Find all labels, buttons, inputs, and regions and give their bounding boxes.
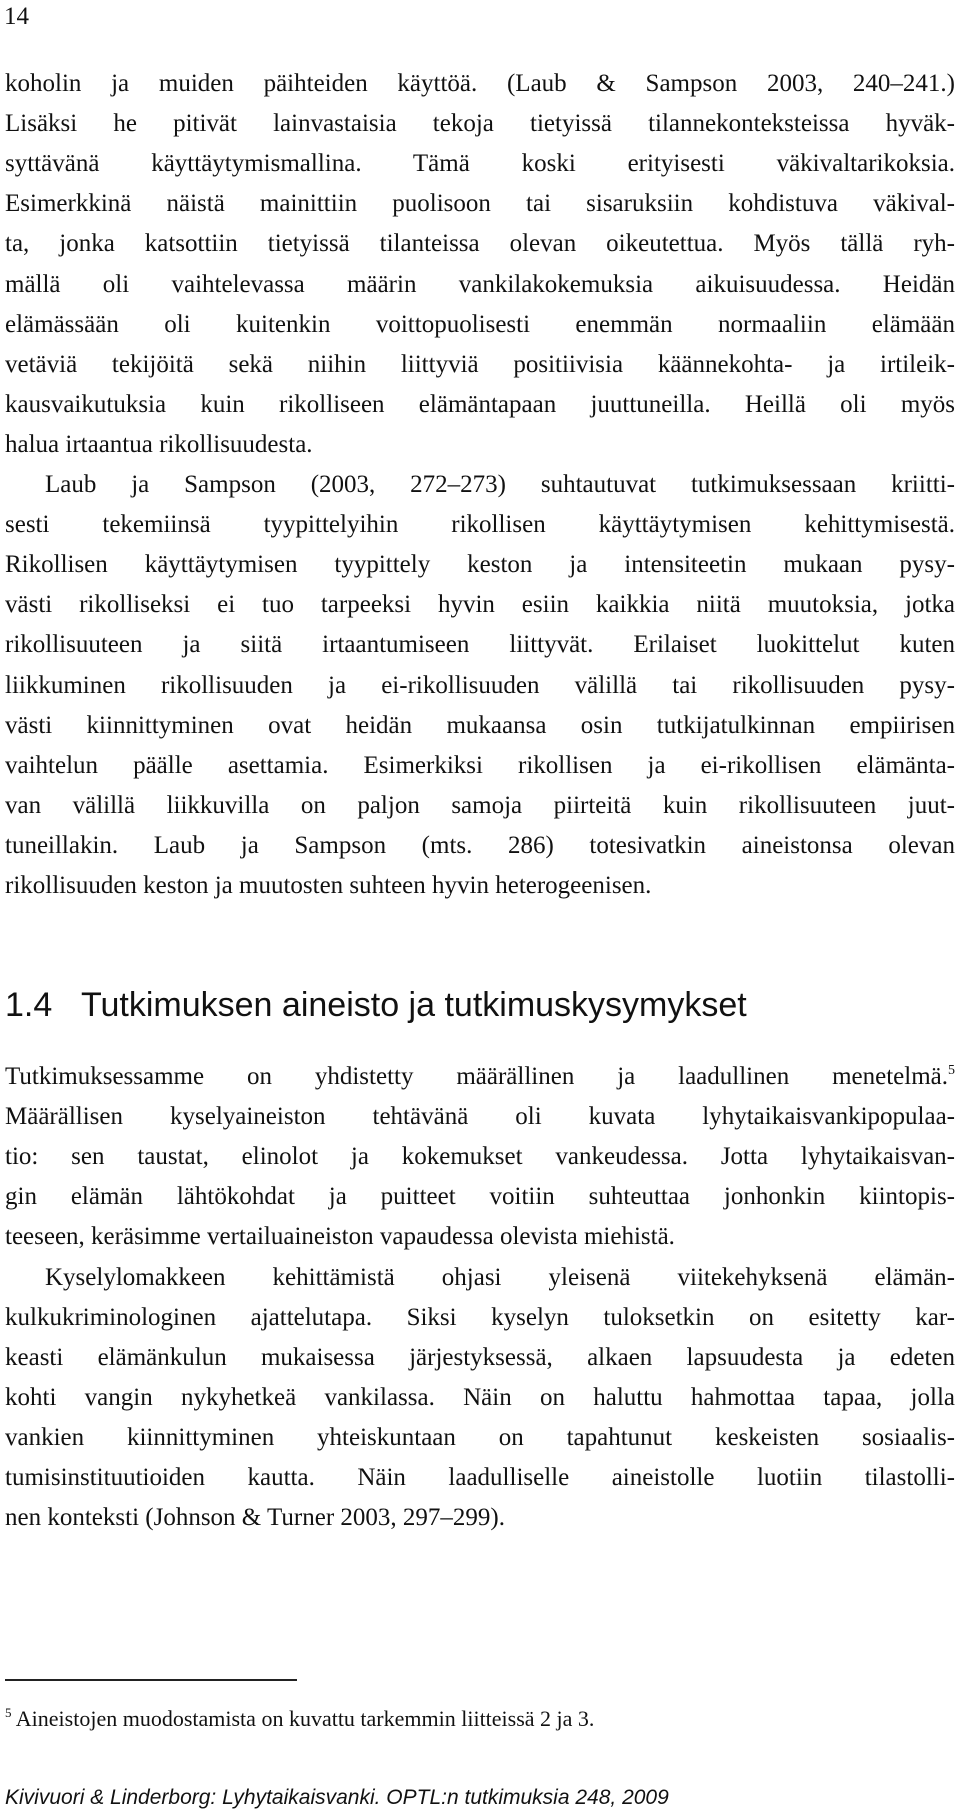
text-line-content: liikkuminen rikollisuuden ja ei-rikollisuuden välillä tai rikollisuuden pysy-	[5, 671, 955, 699]
text-line	[5, 871, 955, 901]
text-line-content: sesti tekemiinsä tyypittelyihin rikollisen käyttäytymisen kehittymisestä.	[5, 511, 955, 539]
text-line	[5, 1343, 955, 1373]
text-line-content: vankien kiinnittyminen yhteiskuntaan on tapahtunut keskeisten sosiaalis-	[5, 1423, 955, 1451]
text-line	[5, 1383, 955, 1413]
text-line	[5, 751, 955, 781]
text-line-content: tio: sen taustat, elinolot ja kokemukset vankeudessa. Jotta lyhytaikaisvan-	[5, 1143, 955, 1171]
text-line	[5, 791, 955, 821]
text-line-content: kausvaikutuksia kuin rikolliseen elämäntapaan juuttuneilla. Heillä oli myös	[5, 390, 955, 418]
text-line	[5, 109, 955, 139]
footnote-divider	[5, 1679, 297, 1681]
text-line-content: västi rikolliseksi ei tuo tarpeeksi hyvin esiin kaikkia niitä muutoksia, jotka	[5, 591, 955, 619]
text-line	[5, 149, 955, 179]
text-line-content: Esimerkkinä näistä mainittiin puolisoon tai sisaruksiin kohdistuva väkival-	[5, 190, 955, 218]
text-line	[5, 430, 955, 460]
text-line-content: teeseen, keräsimme vertailuaineiston vapaudessa olevista miehistä.	[5, 1223, 675, 1251]
text-line-content: rikollisuuden keston ja muutosten suhteen hyvin heterogeenisen.	[5, 872, 652, 899]
footnote-reference: 5	[948, 1063, 955, 1078]
text-line	[5, 590, 955, 620]
text-line	[45, 1263, 955, 1293]
text-line	[5, 630, 955, 660]
text-line-content: halua irtaantua rikollisuudesta.	[5, 430, 313, 458]
text-line	[5, 189, 955, 219]
text-line	[5, 1463, 955, 1493]
text-line-content: nen konteksti (Johnson & Turner 2003, 297–299).	[5, 1504, 505, 1532]
text-line-content: tumisinstituutioiden kautta. Näin laadulliselle aineistolle luotiin tilastolli-	[5, 1464, 955, 1491]
text-line	[5, 69, 955, 99]
text-line	[5, 229, 955, 259]
footnote	[5, 1704, 594, 1734]
text-line-content: Määrällisen kyselyaineiston tehtävänä oli kuvata lyhytaikaisvankipopulaa-	[5, 1103, 955, 1131]
text-line	[5, 270, 955, 300]
page-number: 14	[4, 3, 29, 30]
text-line-content: tuneillakin. Laub ja Sampson (mts. 286) totesivatkin aineistonsa olevan	[5, 831, 955, 859]
text-line-content: kulkukriminologinen ajattelutapa. Siksi kyselyn tuloksetkin on esitetty kar-	[5, 1303, 955, 1331]
text-line	[5, 510, 955, 540]
text-line	[5, 1503, 955, 1533]
text-line	[5, 550, 955, 580]
footnote-text: Aineistojen muodostamista on kuvattu tarkemmin liitteissä 2 ja 3.	[15, 1706, 595, 1731]
text-line	[45, 470, 955, 500]
text-line-content: Lisäksi he pitivät lainvastaisia tekoja tietyissä tilannekonteksteissa hyväk-	[5, 110, 955, 138]
text-line-content: Laub ja Sampson (2003, 272–273) suhtautuvat tutkimuksessaan kriitti-	[45, 471, 955, 498]
text-line	[5, 831, 955, 861]
text-line	[5, 310, 955, 340]
text-line-content: Tutkimuksessamme on yhdistetty määrällinen ja laadullinen menetelmä.	[5, 1063, 948, 1090]
text-line	[5, 671, 955, 701]
text-line-content: keasti elämänkulun mukaisessa järjestyksessä, alkaen lapsuudesta ja edeten	[5, 1343, 955, 1371]
text-line	[5, 350, 955, 380]
text-line	[5, 390, 955, 420]
text-line-content: ta, jonka katsottiin tietyissä tilanteissa olevan oikeutettua. Myös tällä ryh-	[5, 230, 955, 258]
text-line	[5, 1102, 955, 1132]
text-line	[5, 1222, 955, 1252]
text-line-content: kohti vangin nykyhetkeä vankilassa. Näin on haluttu hahmottaa tapaa, jolla	[5, 1383, 955, 1411]
text-line	[5, 1182, 955, 1212]
text-line	[5, 711, 955, 741]
text-line-content: syttävänä käyttäytymismallina. Tämä koski erityisesti väkivaltarikoksia.	[5, 150, 955, 178]
text-line	[5, 1062, 955, 1092]
text-line-content: vaihtelun päälle asettamia. Esimerkiksi rikollisen ja ei-rikollisen elämänta-	[5, 751, 955, 779]
text-line-content: elämässään oli kuitenkin voittopuolisesti enemmän normaaliin elämään	[5, 310, 955, 338]
text-line-content: Rikollisen käyttäytymisen tyypittely keston ja intensiteetin mukaan pysy-	[5, 551, 955, 579]
text-line-content: mällä oli vaihtelevassa määrin vankilakokemuksia aikuisuudessa. Heidän	[5, 270, 955, 298]
text-line-content: van välillä liikkuvilla on paljon samoja piirteitä kuin rikollisuuteen juut-	[5, 791, 955, 819]
footnote-mark: 5	[5, 1705, 12, 1720]
text-line-content: Kyselylomakkeen kehittämistä ohjasi yleisenä viitekehyksenä elämän-	[45, 1263, 955, 1291]
section-heading	[5, 985, 747, 1025]
section-number: 1.4	[5, 986, 53, 1024]
text-line-content: gin elämän lähtökohdat ja puitteet voitiin suhteuttaa jonhonkin kiintopis-	[5, 1183, 955, 1211]
page-footer: Kivivuori & Linderborg: Lyhytaikaisvanki. OPTL:n tutkimuksia 248, 2009	[5, 1786, 669, 1809]
text-line-content: västi kiinnittyminen ovat heidän mukaansa osin tutkijatulkinnan empiirisen	[5, 711, 955, 739]
text-line-content: koholin ja muiden päihteiden käyttöä. (Laub & Sampson 2003, 240–241.)	[5, 70, 955, 97]
text-line-content: vetäviä tekijöitä sekä niihin liittyviä positiivisia käännekohta- ja irtileik-	[5, 350, 955, 378]
text-line	[5, 1423, 955, 1453]
section-title: Tutkimuksen aineisto ja tutkimuskysymykset	[81, 986, 747, 1024]
text-line-content: rikollisuuteen ja siitä irtaantumiseen liittyvät. Erilaiset luokittelut kuten	[5, 631, 955, 659]
text-line	[5, 1303, 955, 1333]
text-line	[5, 1142, 955, 1172]
